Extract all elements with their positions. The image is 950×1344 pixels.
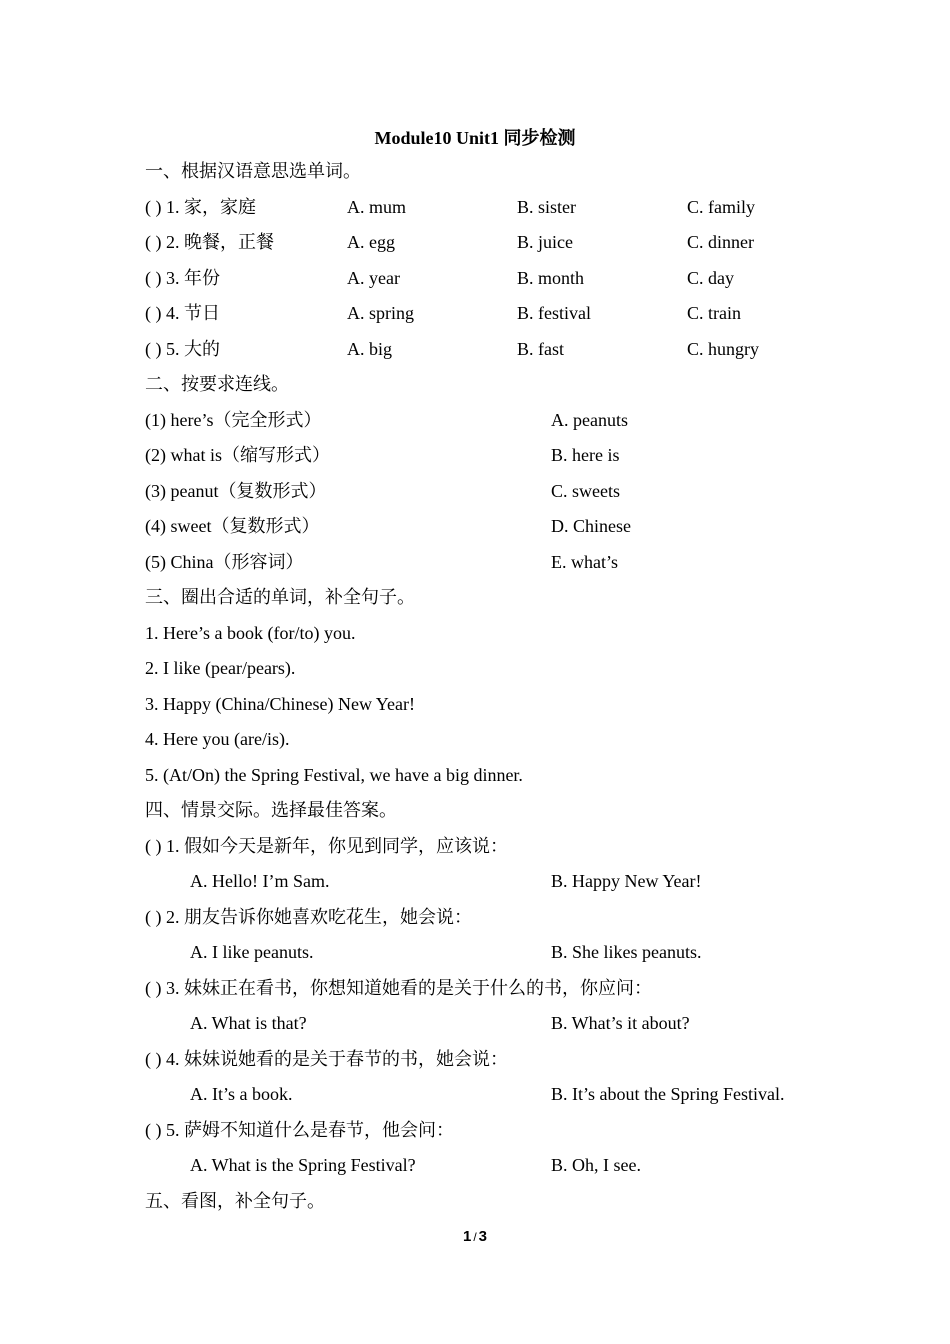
section-1-questions xyxy=(145,190,825,368)
matching-row xyxy=(145,545,825,581)
dialogue-options xyxy=(145,1077,825,1113)
option-a: A. It’s a book. xyxy=(190,1084,293,1104)
dialogue-options xyxy=(145,935,825,971)
option-b: B. What’s it about? xyxy=(551,1013,690,1033)
option-b: B. juice xyxy=(517,232,573,252)
section-1-heading: 一、根据汉语意思选单词。 xyxy=(145,161,361,181)
dialogue-options xyxy=(145,864,825,900)
option-b: B. Happy New Year! xyxy=(551,871,702,891)
sentence: 4. Here you (are/is). xyxy=(145,729,290,749)
question-row xyxy=(145,190,825,226)
matching-right: A. peanuts xyxy=(551,409,628,430)
matching-row xyxy=(145,474,825,510)
matching-row xyxy=(145,509,825,545)
option-b: B. festival xyxy=(517,303,591,323)
question-text: ( ) 3. 年份 xyxy=(145,267,220,288)
option-b: B. It’s about the Spring Festival. xyxy=(551,1084,785,1104)
option-c: C. family xyxy=(687,196,755,217)
matching-left: (3) peanut（复数形式） xyxy=(145,480,327,501)
page-current: 1 xyxy=(462,1228,472,1245)
option-b: B. sister xyxy=(517,196,577,217)
dialogue-question: ( ) 3. 妹妹正在看书，你想知道她看的是关于什么的书，你应问： xyxy=(145,977,652,998)
sentence: 2. I like (pear/pears). xyxy=(145,658,296,678)
matching-right: B. here is xyxy=(551,445,620,465)
option-b: B. month xyxy=(517,267,585,288)
option-b: B. fast xyxy=(517,338,564,359)
section-3-sentences xyxy=(145,616,825,794)
section-3-heading: 三、圈出合适的单词，补全句子。 xyxy=(145,587,415,607)
worksheet-content xyxy=(145,154,825,1219)
matching-left: (2) what is（缩写形式） xyxy=(145,445,330,465)
matching-right: D. Chinese xyxy=(551,516,631,536)
dialogue-question: ( ) 2. 朋友告诉你她喜欢吃花生，她会说： xyxy=(145,906,472,927)
option-a: A. egg xyxy=(347,232,395,252)
page-number xyxy=(0,1228,950,1245)
option-a: A. big xyxy=(347,338,392,359)
page-separator: / xyxy=(473,1230,477,1244)
option-a: A. mum xyxy=(347,196,407,217)
option-b: B. Oh, I see. xyxy=(551,1155,641,1175)
page-title: Module10 Unit1 同步检测 xyxy=(374,128,576,148)
section-2-matching xyxy=(145,403,825,581)
dialogue-question: ( ) 1. 假如今天是新年，你见到同学，应该说： xyxy=(145,835,508,856)
dialogue-question: ( ) 4. 妹妹说她看的是关于春节的书，她会说： xyxy=(145,1048,508,1069)
matching-left: (1) here’s（完全形式） xyxy=(145,409,322,430)
matching-left: (5) China（形容词） xyxy=(145,551,304,572)
section-2-heading: 二、按要求连线。 xyxy=(145,374,289,394)
section-4-heading: 四、情景交际。选择最佳答案。 xyxy=(145,800,397,820)
sentence: 3. Happy (China/Chinese) New Year! xyxy=(145,693,415,714)
option-a: A. year xyxy=(347,267,400,288)
option-c: C. dinner xyxy=(687,232,754,252)
option-c: C. train xyxy=(687,303,741,323)
question-text: ( ) 2. 晚餐，正餐 xyxy=(145,232,274,252)
matching-right: E. what’s xyxy=(551,551,618,572)
dialogue-options xyxy=(145,1148,825,1184)
option-b: B. She likes peanuts. xyxy=(551,942,702,962)
option-a: A. What is that? xyxy=(190,1013,307,1033)
matching-row xyxy=(145,403,825,439)
section-5-heading: 五、看图，补全句子。 xyxy=(145,1190,325,1211)
matching-right: C. sweets xyxy=(551,480,620,501)
question-text: ( ) 4. 节日 xyxy=(145,303,220,323)
dialogue-options xyxy=(145,1006,825,1042)
matching-left: (4) sweet（复数形式） xyxy=(145,516,320,536)
option-c: C. hungry xyxy=(687,338,759,359)
option-a: A. Hello! I’m Sam. xyxy=(190,871,330,891)
question-row xyxy=(145,261,825,297)
question-row xyxy=(145,296,825,332)
option-c: C. day xyxy=(687,267,734,288)
page-total: 3 xyxy=(478,1228,488,1245)
question-text: ( ) 1. 家，家庭 xyxy=(145,196,256,217)
section-4-dialogue xyxy=(145,829,825,1184)
dialogue-question: ( ) 5. 萨姆不知道什么是春节，他会问： xyxy=(145,1119,454,1140)
sentence: 5. (At/On) the Spring Festival, we have a big dinner. xyxy=(145,764,523,785)
option-a: A. What is the Spring Festival? xyxy=(190,1155,416,1175)
option-a: A. I like peanuts. xyxy=(190,942,314,962)
sentence: 1. Here’s a book (for/to) you. xyxy=(145,622,356,643)
question-row xyxy=(145,225,825,261)
question-row xyxy=(145,332,825,368)
option-a: A. spring xyxy=(347,303,414,323)
matching-row xyxy=(145,438,825,474)
question-text: ( ) 5. 大的 xyxy=(145,338,220,359)
